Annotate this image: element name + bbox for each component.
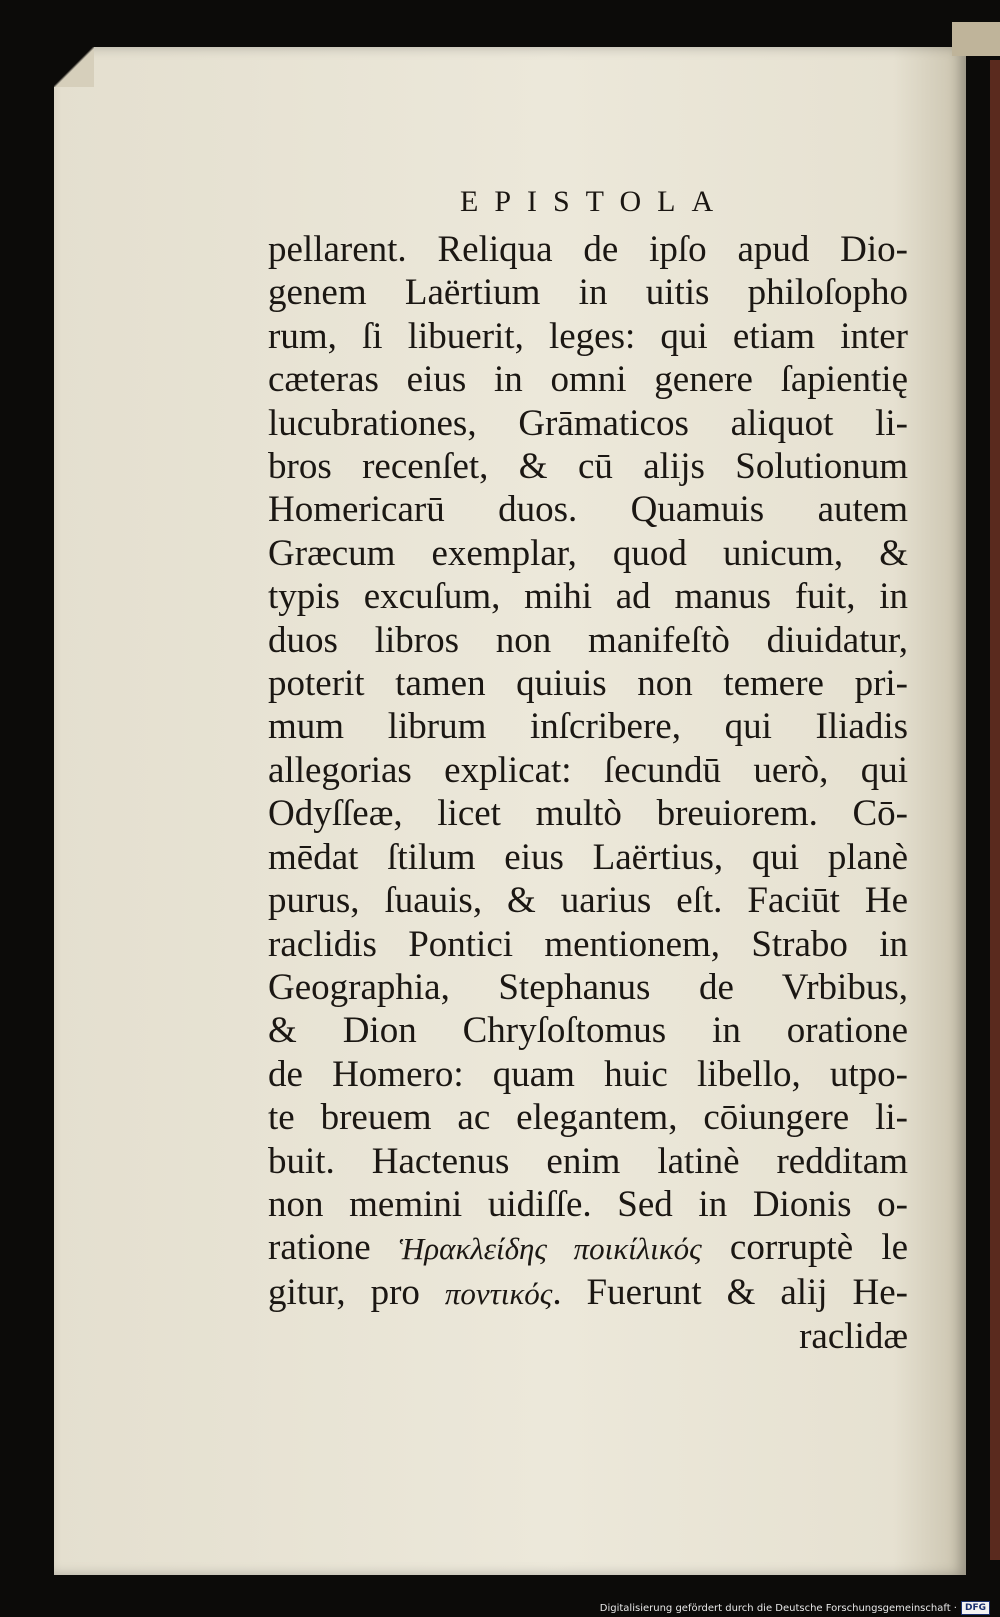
greek-line-before: ratione [268, 1227, 371, 1269]
text-line: purus, ſuauis, & uarius eſt. Faciūt He [268, 880, 908, 922]
body-text [268, 228, 908, 1359]
text-line: & Dion Chryſoſtomus in oratione [268, 1010, 908, 1052]
text-line: genem Laërtium in uitis philoſopho [268, 272, 908, 314]
text-line: de Homero: quam huic libello, utpo- [268, 1053, 908, 1095]
dfg-logo: DFG [961, 1601, 990, 1615]
text-line: lucubrationes, Grāmaticos aliquot li- [268, 402, 908, 444]
text-line: typis excuſum, mihi ad manus fuit, in [268, 576, 908, 618]
text-line: pellarent. Reliqua de ipſo apud Dio- [268, 229, 908, 270]
text-line: mum librum inſcribere, qui Iliadis [268, 706, 908, 748]
text-line: buit. Hactenus enim latinè redditam [268, 1140, 908, 1182]
text-line-greek [268, 1226, 908, 1270]
text-line: mēdat ſtilum eius Laërtius, qui planè [268, 836, 908, 878]
text-line: te breuem ac elegantem, cōiungere li- [268, 1097, 908, 1139]
text-line: poterit tamen quiuis non temere pri- [268, 663, 908, 705]
greek-word: Ἡρακλείδης ποικίλικός [398, 1231, 702, 1267]
text-line: Geographia, Stephanus de Vrbibus, [268, 966, 908, 1008]
text-line: non memini uidiſſe. Sed in Dionis o- [268, 1183, 908, 1225]
greek-line2-before: gitur, pro [268, 1271, 420, 1313]
greek-line2-after: . Fuerunt & alij He- [552, 1271, 908, 1313]
text-line: raclidis Pontici mentionem, Strabo in [268, 923, 908, 965]
text-line: cæteras eius in omni genere ſapientię [268, 359, 908, 401]
text-line: Homericarū duos. Quamuis autem [268, 489, 908, 531]
binding-edge [990, 60, 1000, 1560]
text-line: Odyſſeæ, licet multò breuiorem. Cō- [268, 793, 908, 835]
catchword: raclidæ [799, 1316, 908, 1358]
text-line: Græcum exemplar, quod unicum, & [268, 532, 908, 574]
credit-text: Digitalisierung gefördert durch die Deutsche Forschungsgemeinschaft · [599, 1602, 957, 1614]
text-line: bros recenſet, & cū alijs Solutionum [268, 446, 908, 488]
text-line: duos libros non manifeſtò diuidatur, [268, 619, 908, 661]
text-line: allegorias explicat: ſecundū uerò, qui [268, 749, 908, 791]
greek-word: ποντικός [444, 1275, 553, 1311]
text-line: rum, ſi libuerit, leges: qui etiam inter [268, 315, 908, 357]
digitization-credit [600, 1601, 990, 1615]
greek-line-after: corruptè le [729, 1227, 909, 1269]
text-line-greek [268, 1271, 908, 1315]
page-tab-mark [952, 22, 1000, 56]
page-corner [54, 47, 94, 87]
running-head: EPISTOLA [460, 185, 730, 218]
